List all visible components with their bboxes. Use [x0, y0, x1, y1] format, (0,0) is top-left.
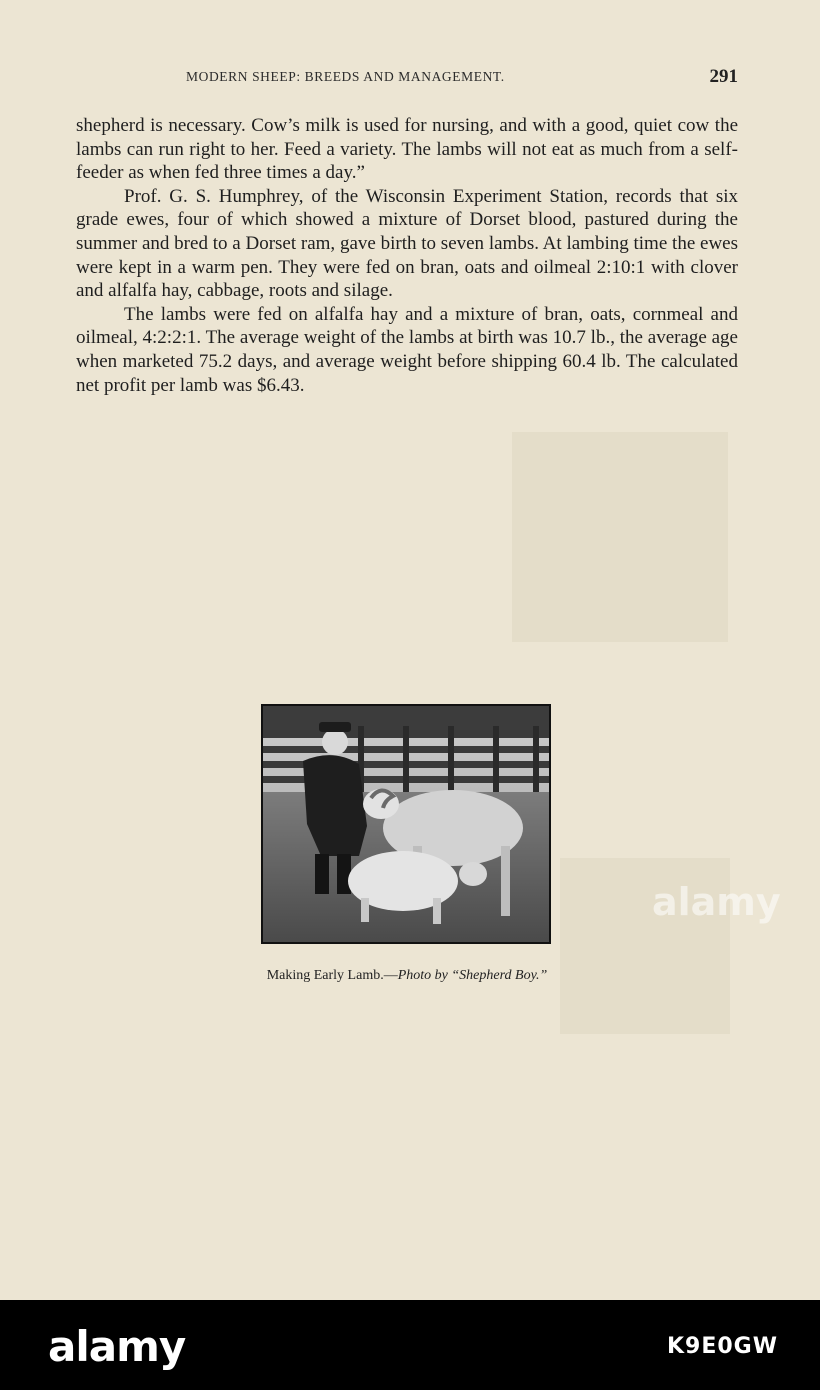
paragraph-3: The lambs were fed on alfalfa hay and a mixture of bran, oats, cornmeal and oilmeal, 4:2:2:1. The average weight of the lambs at birth was 10.7 lb., the average age when marketed 75.2 days, and average weight before shipping 60.4 lb. The calculated net profit per lamb was $6.43. [76, 303, 738, 396]
photo-caption [76, 968, 738, 984]
watermark-footer [0, 1300, 820, 1390]
caption-credit: Photo by “Shepherd Boy.” [397, 968, 548, 983]
body-text [76, 114, 738, 397]
watermark-image-id: K9E0GW [666, 1334, 778, 1359]
paragraph-2: Prof. G. S. Humphrey, of the Wisconsin Experiment Station, records that six grade ewes, four of which showed a mixture of Dorset blood, pastured during the summer and bred to a Dorset ram, gave birth to seven lambs. At lambing time the ewes were kept in a warm pen. They were fed on bran, oats and oilmeal 2:10:1 with clover and alfalfa hay, cabbage, roots and silage. [76, 185, 738, 302]
running-head: MODERN SHEEP: BREEDS AND MANAGEMENT. [186, 69, 505, 84]
page-number: 291 [709, 66, 738, 87]
watermark-brand: alamy [48, 1322, 186, 1371]
photo-illustration [263, 706, 549, 942]
paragraph-1: shepherd is necessary. Cow’s milk is used for nursing, and with a good, quiet cow the lambs can run right to her. Feed a variety. The lambs will not eat as much from a self-feeder as when fed three times a day.” [76, 115, 738, 184]
photo-making-early-lamb [261, 704, 551, 944]
watermark-overlay: alamy [652, 880, 781, 924]
page-header [76, 66, 738, 90]
caption-title: Making Early Lamb.— [266, 968, 398, 983]
bleed-through-photo-top [512, 432, 728, 642]
